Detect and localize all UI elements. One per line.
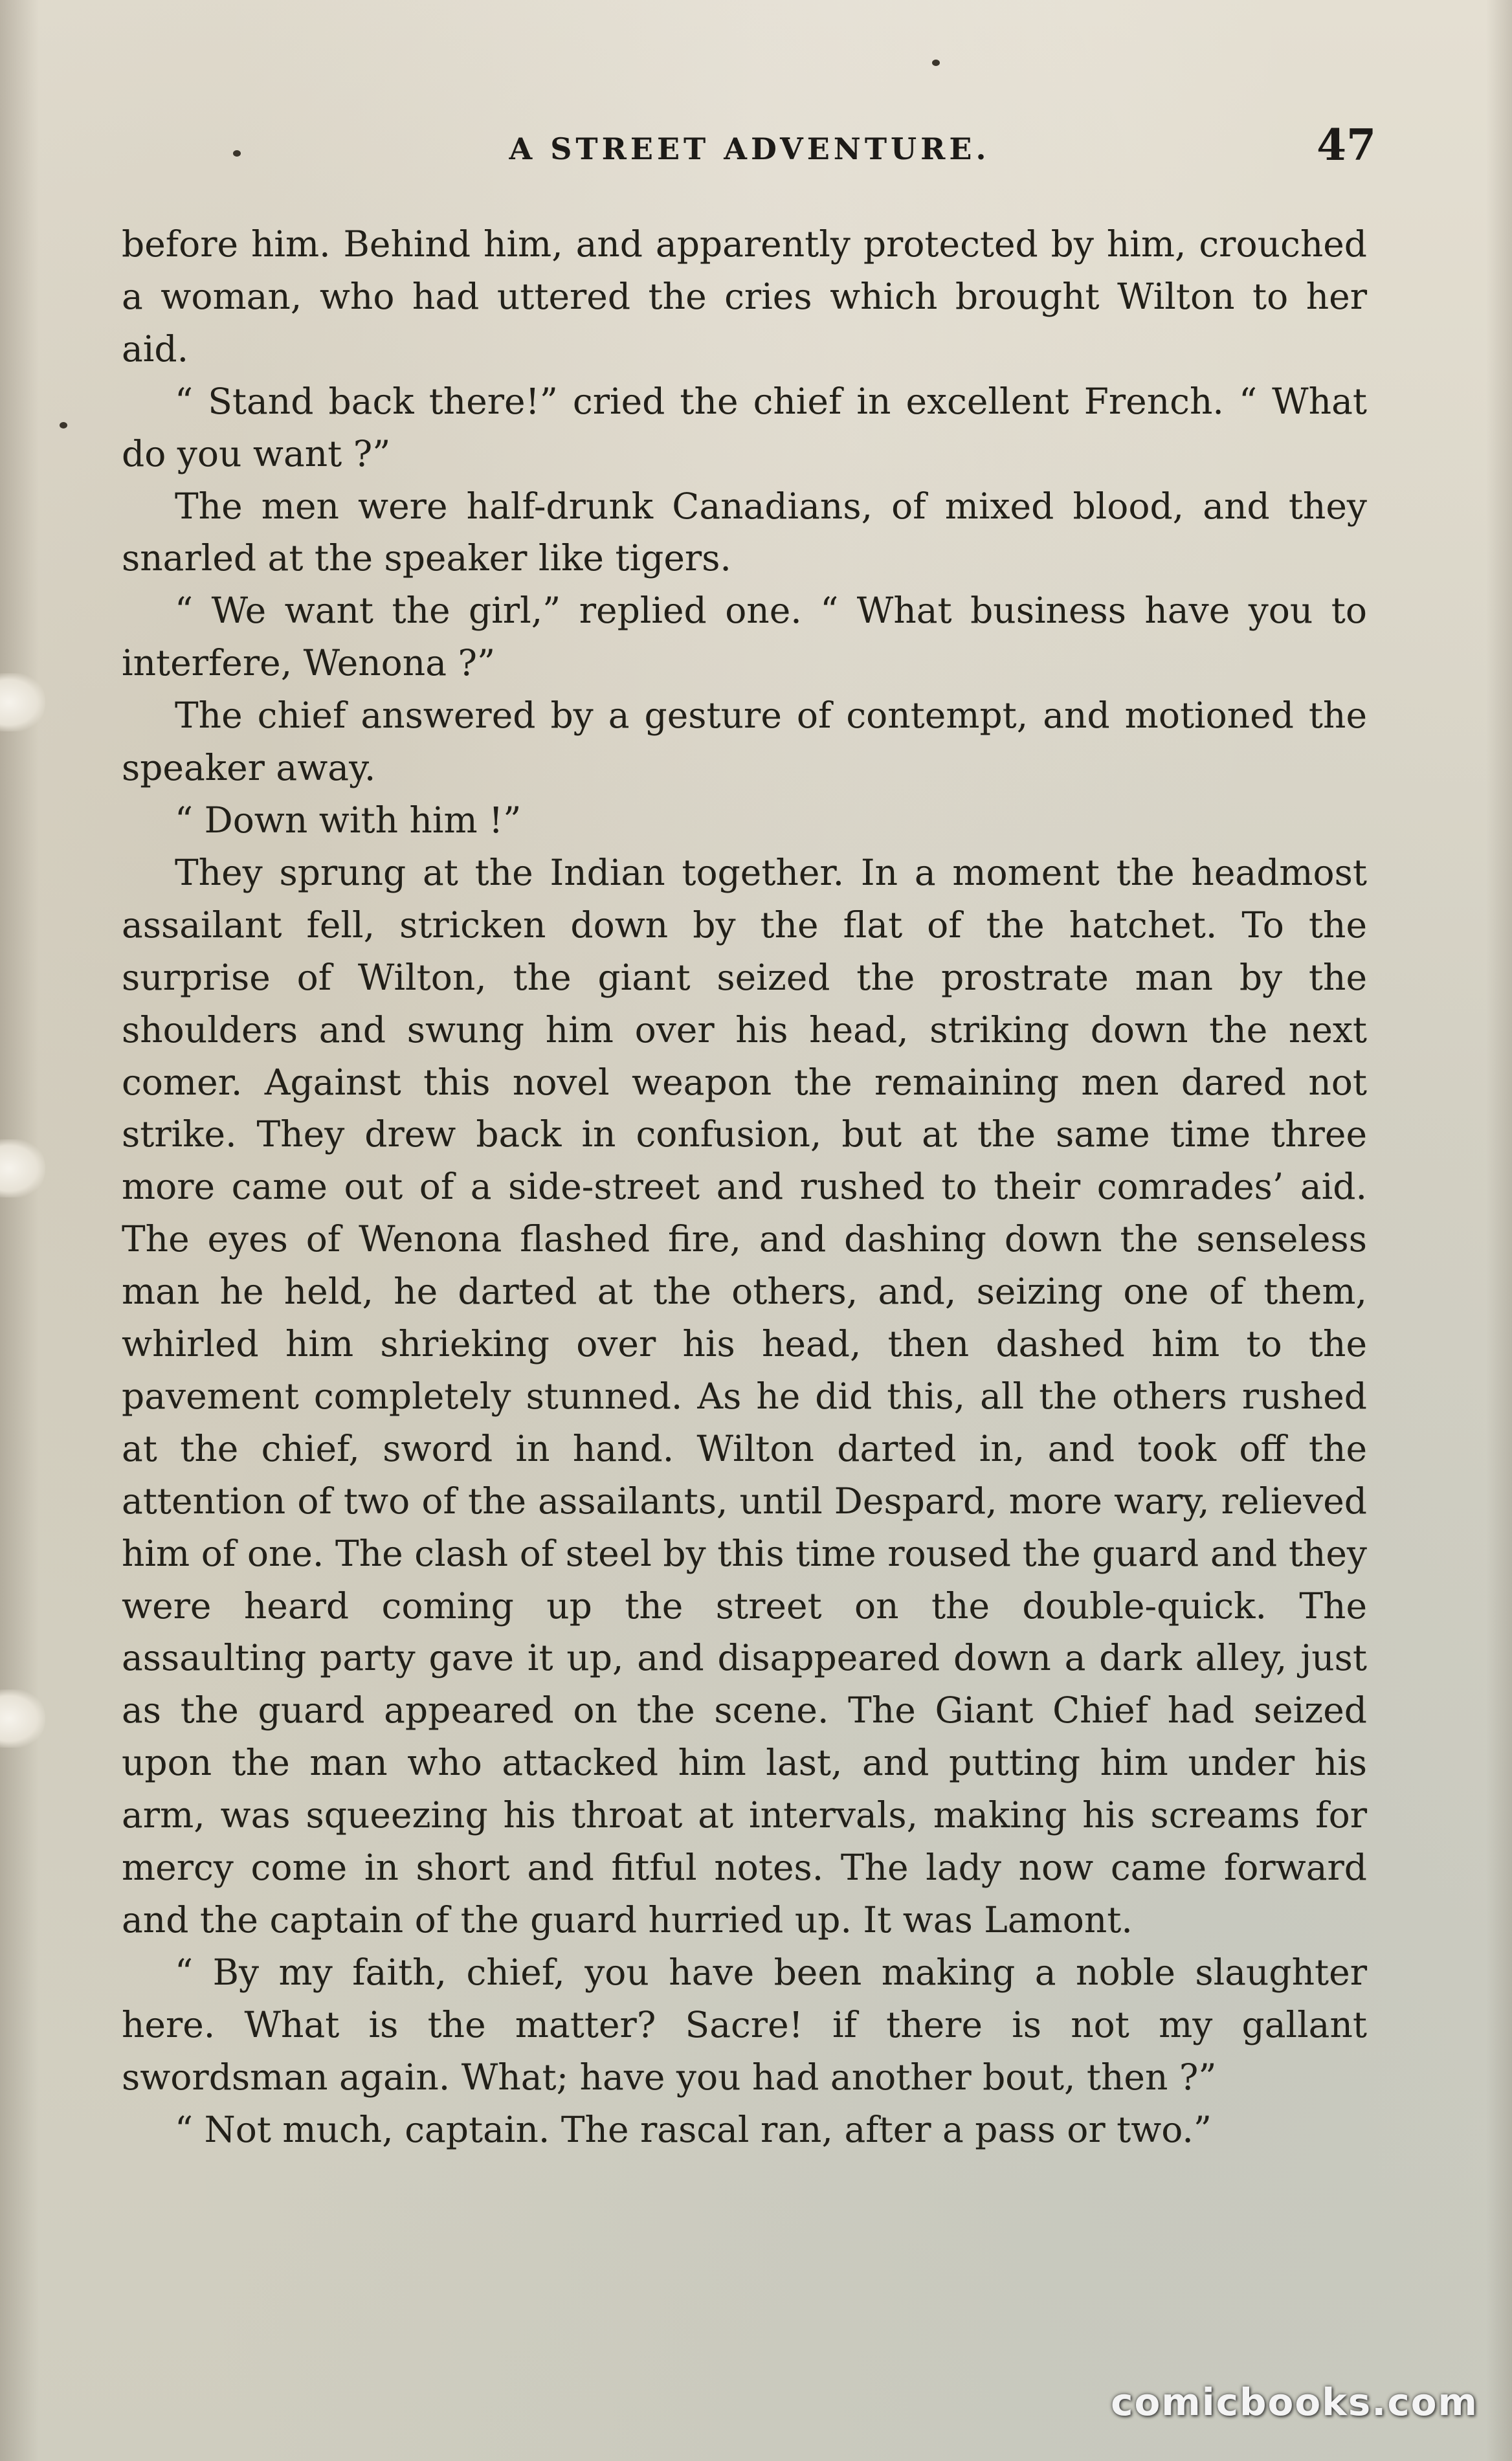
binding-hole bbox=[0, 1139, 45, 1197]
paragraph: “ Not much, captain. The rascal ran, after a pass or two.” bbox=[175, 2108, 1212, 2150]
page-edge-shadow bbox=[0, 0, 39, 2461]
page-edge-shadow-right bbox=[1486, 0, 1512, 2461]
binding-hole bbox=[0, 673, 45, 731]
body-text bbox=[122, 218, 1367, 2156]
paragraph: The chief answered by a gesture of contempt, and motioned the speaker away. bbox=[122, 695, 1367, 789]
page-header bbox=[123, 120, 1376, 172]
paragraph: The men were half-drunk Canadians, of mixed blood, and they snarled at the speaker like tigers. bbox=[122, 485, 1367, 579]
paragraph: “ Down with him !” bbox=[175, 799, 522, 841]
paragraph: “ Stand back there!” cried the chief in excellent French. “ What do you want ?” bbox=[122, 380, 1367, 474]
paragraph: before him. Behind him, and apparently protected by him, crouched a woman, who had uttered the cries which brought Wilton to her aid. bbox=[122, 223, 1367, 370]
paragraph: They sprung at the Indian together. In a moment the headmost assailant fell, stricken down by the flat of the hatchet. To the surprise of Wilton, the giant seized the prostrate man by the shoulders and swung him over his head, striking down the next comer. Against this novel weapon the remaining men dared not strike. They drew back in confusion, but at the same time three more came out of a side-street and rushed to their comrades’ aid. The eyes of Wenona flashed fire, and dashing down the senseless man he held, he darted at the others, and, seizing one of them, whirled him shrieking over his head, then dashed him to the pavement completely stunned. As he did this, all the others rushed at the chief, sword in hand. Wilton darted in, and took off the attention of two of the assailants, until Despard, more wary, relieved him of one. The clash of steel by this time roused the guard and they were heard coming up the street on the double-quick. The assaulting party gave it up, and disappeared down a dark alley, just as the guard appeared on the scene. The Giant Chief had seized upon the man who attacked him last, and putting him under his arm, was squeezing his throat at intervals, making his screams for mercy come in short and fitful notes. The lady now came forward and the captain of the guard hurried up. It was Lamont. bbox=[122, 851, 1367, 1941]
running-head: A STREET ADVENTURE. bbox=[509, 131, 990, 166]
paragraph: “ By my faith, chief, you have been making a noble slaughter here. What is the matter? Sacre! if there is not my gallant swordsman again. What; have you had another bout, then ?” bbox=[122, 1951, 1367, 2098]
paragraph: “ We want the girl,” replied one. “ What business have you to interfere, Wenona ?” bbox=[122, 590, 1367, 684]
ink-speck bbox=[932, 60, 940, 66]
page-number: 47 bbox=[1317, 120, 1376, 170]
watermark: comicbooks.com bbox=[1111, 2380, 1478, 2424]
binding-hole bbox=[0, 1689, 45, 1748]
ink-speck bbox=[60, 422, 67, 429]
